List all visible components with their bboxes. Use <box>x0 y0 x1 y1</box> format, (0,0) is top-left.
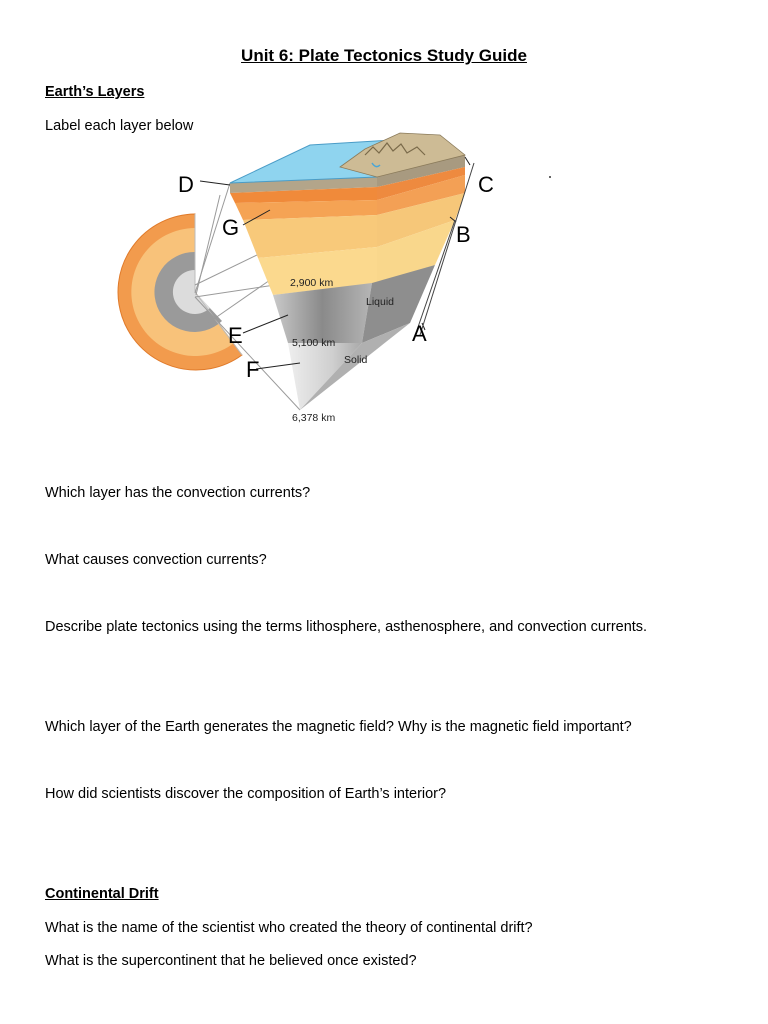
label-g: G <box>222 215 240 240</box>
page-title: Unit 6: Plate Tectonics Study Guide <box>241 46 527 65</box>
question-drift-scientist: What is the name of the scientist who created the theory of continental drift? <box>45 920 533 936</box>
depth-label-2900: 2,900 km <box>290 277 334 289</box>
depth-label-5100: 5,100 km <box>292 337 336 349</box>
label-b: B <box>456 222 471 247</box>
depth-label-6378: 6,378 km <box>292 412 336 424</box>
section-heading-earths-layers: Earth’s Layers <box>45 84 145 100</box>
earth-layers-diagram <box>110 125 510 450</box>
state-label-solid: Solid <box>344 354 368 366</box>
label-c: C <box>478 172 494 197</box>
question-supercontinent: What is the supercontinent that he believed once existed? <box>45 953 417 969</box>
label-d: D <box>178 172 194 197</box>
section-heading-continental-drift: Continental Drift <box>45 886 159 902</box>
state-label-liquid: Liquid <box>366 296 395 308</box>
question-convection-layer: Which layer has the convection currents? <box>45 485 311 501</box>
label-a: A <box>412 321 427 346</box>
question-earth-interior: How did scientists discover the composition of Earth’s interior? <box>45 786 447 802</box>
question-convection-cause: What causes convection currents? <box>45 552 267 568</box>
label-f: F <box>246 357 260 382</box>
question-describe-plate-tectonics: Describe plate tectonics using the terms lithosphere, asthenosphere, and convection currents. <box>45 619 648 635</box>
question-magnetic-field: Which layer of the Earth generates the magnetic field? Why is the magnetic field important? <box>45 719 632 735</box>
stray-dot <box>549 176 551 178</box>
label-e: E <box>228 323 243 348</box>
instruction-label-layers: Label each layer below <box>45 118 194 134</box>
